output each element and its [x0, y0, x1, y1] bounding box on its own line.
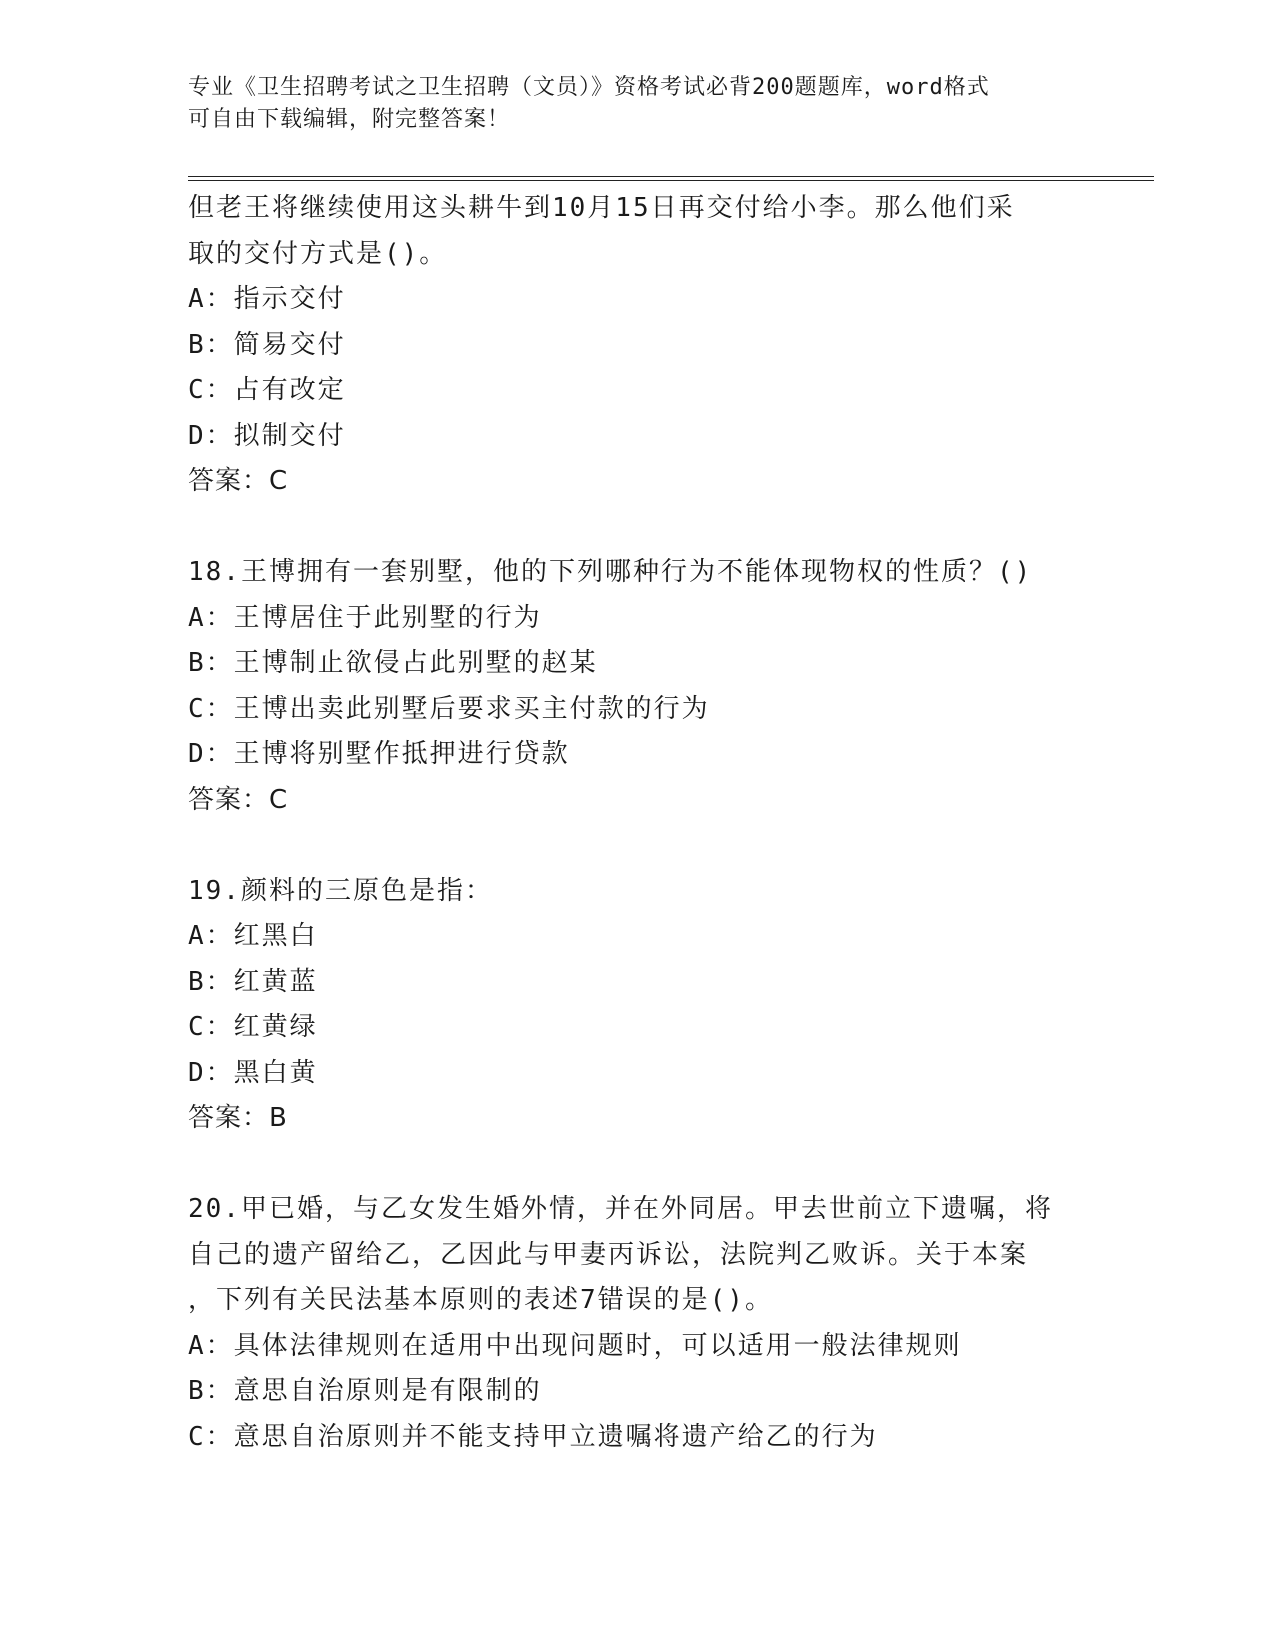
spacer — [188, 1142, 1108, 1188]
option-a: A：红黑白 — [188, 921, 318, 951]
question-text: 取的交付方式是()。 — [188, 238, 448, 269]
option-b: B：王博制止欲侵占此别墅的赵某 — [188, 648, 598, 678]
spacer — [188, 505, 1108, 551]
option-a: A：指示交付 — [188, 284, 346, 314]
question-text: 18.王博拥有一套别墅，他的下列哪种行为不能体现物权的性质？() — [188, 557, 1033, 587]
question-text: 自己的遗产留给乙，乙因此与甲妻丙诉讼，法院判乙败诉。关于本案 — [188, 1239, 1029, 1270]
header-line-1: 专业《卫生招聘考试之卫生招聘（文员）》资格考试必背200题题库，word格式 — [188, 75, 990, 100]
option-c: C：王博出卖此别墅后要求买主付款的行为 — [188, 693, 710, 724]
header-line-2: 可自由下载编辑，附完整答案！ — [188, 107, 511, 132]
option-d: D：黑白黄 — [188, 1057, 318, 1088]
header-divider — [188, 176, 1154, 181]
spacer — [188, 823, 1108, 869]
option-b: B：红黄蓝 — [188, 966, 318, 997]
answer: 答案：C — [188, 784, 289, 815]
option-b: B：意思自治原则是有限制的 — [188, 1376, 542, 1406]
option-c: C：占有改定 — [188, 375, 346, 405]
option-a: A：王博居住于此别墅的行为 — [188, 602, 542, 633]
option-b: B：简易交付 — [188, 329, 346, 360]
question-18 — [188, 550, 1108, 823]
answer: 答案：C — [188, 466, 289, 496]
question-text: 19.颜料的三原色是指： — [188, 875, 493, 906]
answer: 答案：B — [188, 1103, 288, 1133]
option-d: D：王博将别墅作抵押进行贷款 — [188, 739, 570, 769]
question-17 — [188, 186, 1108, 505]
question-20 — [188, 1187, 1108, 1460]
question-text: 但老王将继续使用这头耕牛到10月15日再交付给小李。那么他们采 — [188, 193, 1015, 223]
question-text: ，下列有关民法基本原则的表述7错误的是()。 — [188, 1285, 773, 1315]
document-header — [188, 72, 1088, 136]
option-d: D：拟制交付 — [188, 420, 346, 451]
question-19 — [188, 869, 1108, 1142]
document-body — [188, 186, 1108, 1460]
option-a: A：具体法律规则在适用中出现问题时，可以适用一般法律规则 — [188, 1330, 962, 1361]
option-c: C：意思自治原则并不能支持甲立遗嘱将遗产给乙的行为 — [188, 1421, 878, 1452]
question-text: 20.甲已婚，与乙女发生婚外情，并在外同居。甲去世前立下遗嘱，将 — [188, 1194, 1053, 1224]
option-c: C：红黄绿 — [188, 1012, 318, 1042]
